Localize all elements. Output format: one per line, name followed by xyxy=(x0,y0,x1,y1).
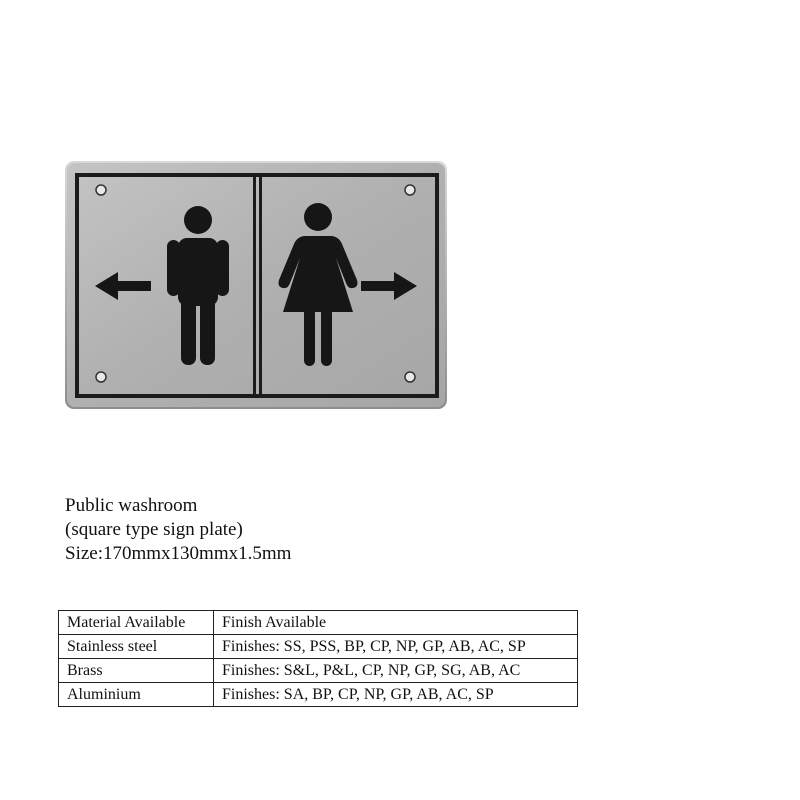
finish-cell: Finishes: S&L, P&L, CP, NP, GP, SG, AB, AC xyxy=(214,659,578,683)
material-cell: Stainless steel xyxy=(59,635,214,659)
table-row xyxy=(59,683,578,707)
washroom-sign-plate xyxy=(64,160,448,410)
product-name: Public washroom xyxy=(65,495,198,516)
table-row xyxy=(59,635,578,659)
finish-cell: Finishes: SS, PSS, BP, CP, NP, GP, AB, AC, SP xyxy=(214,635,578,659)
product-type: (square type sign plate) xyxy=(65,519,243,540)
product-size: Size:170mmx130mmx1.5mm xyxy=(65,543,292,564)
table-row xyxy=(59,659,578,683)
material-cell: Brass xyxy=(59,659,214,683)
plate-divider-right xyxy=(259,175,262,396)
plate-divider-left xyxy=(253,175,256,396)
table-header-row xyxy=(59,611,578,635)
column-header-finish: Finish Available xyxy=(214,611,578,635)
material-cell: Aluminium xyxy=(59,683,214,707)
finish-cell: Finishes: SA, BP, CP, NP, GP, AB, AC, SP xyxy=(214,683,578,707)
column-header-material: Material Available xyxy=(59,611,214,635)
materials-table xyxy=(58,610,578,707)
sign-plate-graphic xyxy=(64,160,448,410)
product-caption xyxy=(65,494,291,566)
